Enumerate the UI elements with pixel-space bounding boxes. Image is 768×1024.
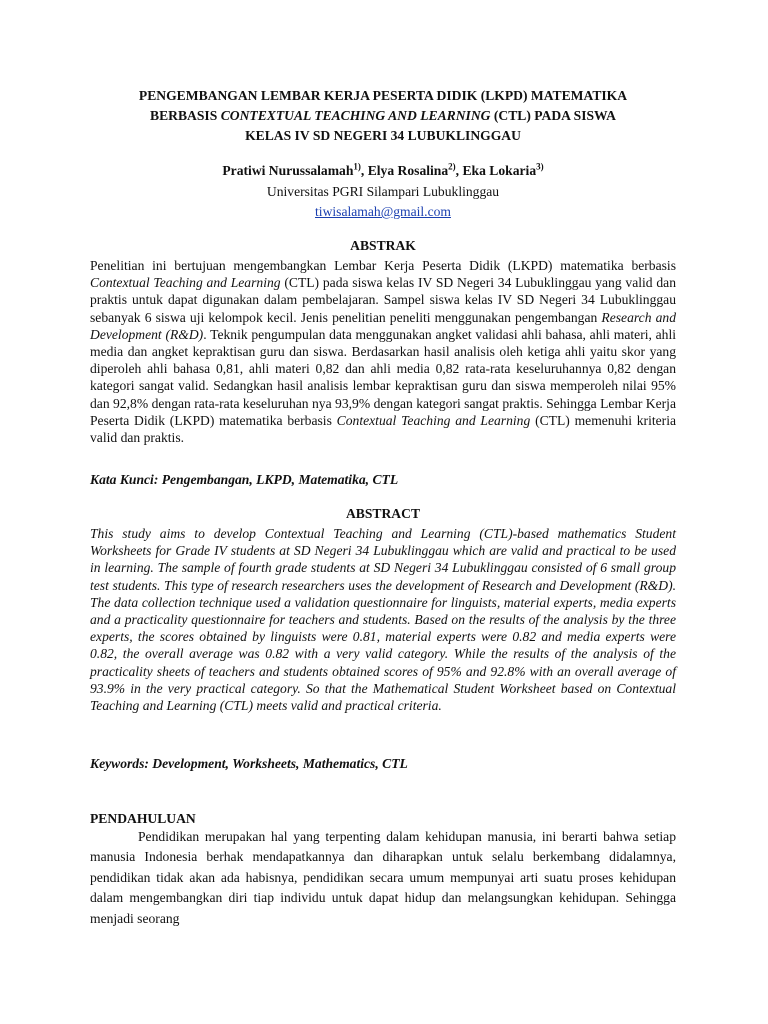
author-3-sup: 3): [536, 161, 544, 172]
abstrak-text-3: . Teknik pengumpulan data menggunakan angket validasi ahli bahasa, ahli materi, ahli media dan angket kepraktisan guru dan siswa. Berdasarkan hasil analisis oleh ketiga ahli yaitu skor yang diperoleh ahli bahasa 0,81, ahli materi 0,82 dan ahli media 0,82 rata-rata keseluruhannya 0,82 dengan kategori sangat valid. Sedangkan hasil analisis lembar kepraktisan guru dan siswa memperoleh nilai 95% dan 92,8% dengan rata-rata keseluruhan nya 93,9% dengan kategori sangat praktis. Sehingga Lembar Kerja Peserta Didik (LKPD) matematika berbasis: [90, 326, 677, 428]
paper-title: [90, 86, 676, 146]
title-line-2-italic: CONTEXTUAL TEACHING AND LEARNING: [220, 108, 491, 123]
title-line-2-c: (CTL) PADA SISWA: [490, 108, 616, 123]
abstract-body: This study aims to develop Contextual Teaching and Learning (CTL)-based mathematics Student Worksheets for Grade IV students at SD Negeri 34 Lubuklinggau which are valid and practical to be used in learning. The sample of fourth grade students at SD Negeri 34 Lubuklinggau consisted of 6 small group test students. This type of research researchers uses the development of Research and Development (R&D). The data collection technique used a validation questionnaire for linguists, material experts, media experts and a practicality questionnaire for teachers and students. Based on the results of the analysis by the three experts, the scores obtained by linguists were 0.81, material experts were 0.82 and media experts were 0.82, the overall average was 0.82 with a very valid category. While the results of the analysis of the practicality sheets of teachers and students obtained scores of 95% and 92.8% with an overall average of 93.9% in the very practical category. So that the Mathematical Student Worksheet based on Contextual Teaching and Learning (CTL) meets valid and practical criteria.: [90, 526, 676, 714]
author-list: [90, 161, 676, 181]
abstrak-em-2: Research and Development (R&D): [90, 309, 676, 342]
author-1: Pratiwi Nurussalamah: [222, 163, 354, 178]
title-line-2-a: BERBASIS: [150, 108, 221, 123]
abstrak-heading: ABSTRAK: [350, 238, 416, 253]
kata-kunci: Kata Kunci: Pengembangan, LKPD, Matematika, CTL: [90, 472, 399, 487]
author-1-sup: 1): [353, 161, 361, 172]
abstrak-body: [90, 257, 676, 446]
title-line-2: [90, 106, 676, 126]
author-2-sup: 2): [448, 161, 456, 172]
author-2: , Elya Rosalina: [360, 163, 449, 178]
abstrak-text-1: Penelitian ini bertujuan mengembangkan Lembar Kerja Peserta Didik (LKPD) matematika berbasis: [90, 258, 676, 273]
author-3: , Eka Lokaria: [455, 163, 537, 178]
keywords: Keywords: Development, Worksheets, Mathematics, CTL: [90, 756, 408, 771]
pendahuluan-heading: PENDAHULUAN: [90, 811, 196, 826]
abstrak-em-1: Contextual Teaching and Learning: [90, 275, 281, 291]
affiliation: Universitas PGRI Silampari Lubuklinggau: [266, 184, 500, 199]
abstrak-text-2: (CTL) pada siswa kelas IV SD Negeri 34 Lubuklinggau yang valid dan praktis untuk dapat digunakan dalam pembelajaran. Sampel siswa kelas IV SD Negeri 34 Lubuklinggau sebanyak 6 siswa uji kelompok kecil. Jenis penelitian peneliti menggunakan pengembangan: [90, 275, 676, 325]
email-link[interactable]: tiwisalamah@gmail.com: [315, 204, 451, 219]
abstrak-text-4: (CTL) memenuhi kriteria valid dan praktis.: [90, 412, 677, 446]
title-line-1: PENGEMBANGAN LEMBAR KERJA PESERTA DIDIK (LKPD) MATEMATIKA: [138, 88, 628, 103]
title-line-3: KELAS IV SD NEGERI 34 LUBUKLINGGAU: [245, 128, 521, 143]
abstract-heading: ABSTRACT: [345, 506, 421, 521]
abstrak-em-3: Contextual Teaching and Learning: [336, 412, 531, 428]
pendahuluan-body: Pendidikan merupakan hal yang terpenting dalam kehidupan manusia, ini berarti bahwa setiap manusia Indonesia berhak mendapatkannya dan diharapkan untuk selalu berkembang didalamnya, pendidikan tidak akan ada habisnya, pendidikan secara umum mempunyai arti suatu proses kehidupan dalam mengembangkan diri tiap individu untuk dapat hidup dan melangsungkan kehidupan. Sehingga menjadi seorang: [90, 829, 676, 926]
